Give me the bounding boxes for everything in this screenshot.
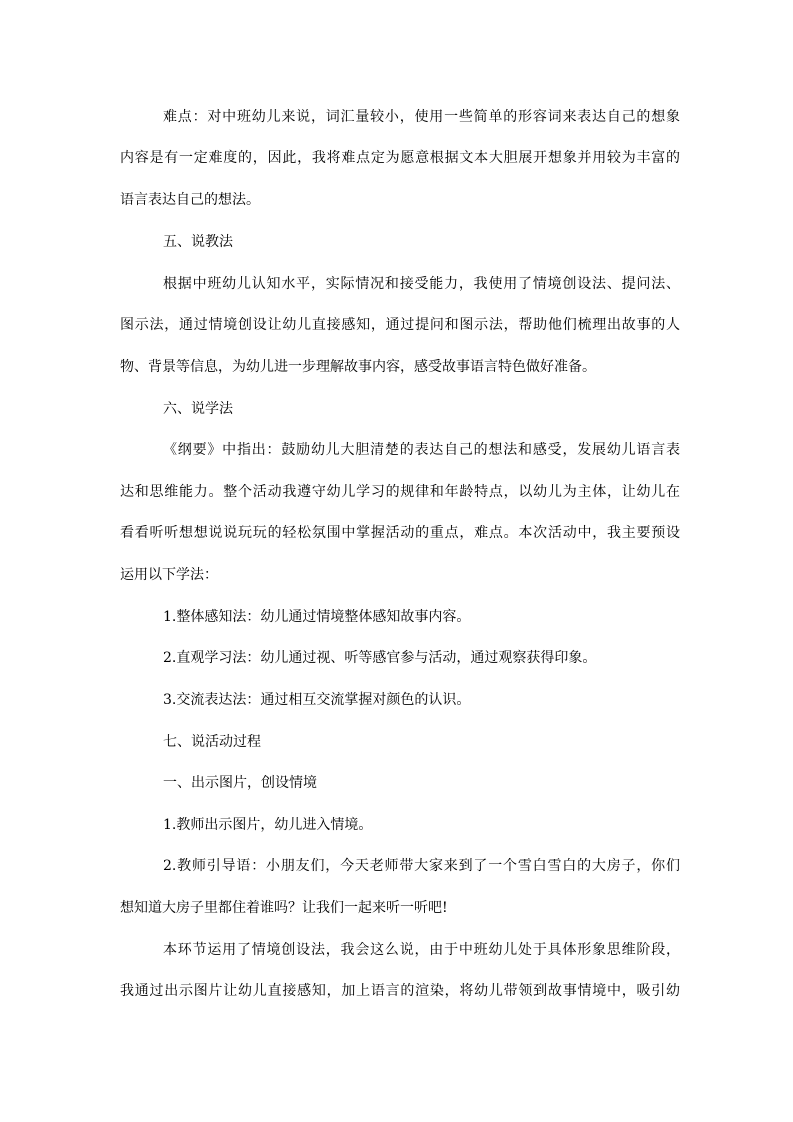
subheading-show-picture: 一、出示图片，创设情境 (163, 775, 317, 791)
list-item-step-2-line-2: 想知道大房子里都住着谁吗？让我们一起来听一听吧! (120, 900, 448, 916)
paragraph-difficulty-line-3: 语言表达自己的想法。 (120, 192, 260, 208)
paragraph-difficulty-line-1: 难点：对中班幼儿来说，词汇量较小，使用一些简单的形容词来表达自己的想象 (163, 109, 680, 125)
section-heading-activity-process: 七、说活动过程 (163, 734, 261, 750)
paragraph-teaching-method-line-3: 物、背景等信息，为幼儿进一步理解故事内容，感受故事语言特色做好准备。 (120, 359, 596, 375)
list-item-method-2: 2.直观学习法：幼儿通过视、听等感官参与活动，通过观察获得印象。 (163, 650, 597, 666)
paragraph-teaching-method-line-1: 根据中班幼儿认知水平，实际情况和接受能力，我使用了情境创设法、提问法、 (163, 276, 680, 292)
paragraph-learning-method-line-2: 达和思维能力。整个活动我遵守幼儿学习的规律和年龄特点，以幼儿为主体，让幼儿在 (120, 484, 680, 500)
paragraph-learning-method-line-1: 《纲要》中指出：鼓励幼儿大胆清楚的表达自己的想法和感受，发展幼儿语言表 (163, 442, 680, 458)
paragraph-teaching-method-line-2: 图示法，通过情境创设让幼儿直接感知，通过提问和图示法，帮助他们梳理出故事的人 (120, 317, 680, 333)
list-item-method-1: 1.整体感知法：幼儿通过情境整体感知故事内容。 (163, 609, 471, 625)
section-heading-learning-method: 六、说学法 (163, 401, 233, 417)
list-item-method-3: 3.交流表达法：通过相互交流掌握对颜色的认识。 (163, 692, 471, 708)
paragraph-explanation-line-2: 我通过出示图片让幼儿直接感知，加上语言的渲染，将幼儿带领到故事情境中，吸引幼 (120, 983, 680, 999)
paragraph-difficulty-line-2: 内容是有一定难度的，因此，我将难点定为愿意根据文本大胆展开想象并用较为丰富的 (120, 150, 680, 166)
list-item-step-2-line-1: 2.教师引导语：小朋友们，今天老师带大家来到了一个雪白雪白的大房子，你们 (163, 858, 680, 874)
paragraph-explanation-line-1: 本环节运用了情境创设法，我会这么说，由于中班幼儿处于具体形象思维阶段， (163, 942, 680, 958)
list-item-step-1: 1.教师出示图片，幼儿进入情境。 (163, 817, 373, 833)
paragraph-learning-method-line-4: 运用以下学法： (120, 567, 218, 583)
section-heading-teaching-method: 五、说教法 (163, 234, 233, 250)
paragraph-learning-method-line-3: 看看听听想想说说玩玩的轻松氛围中掌握活动的重点，难点。本次活动中，我主要预设 (120, 525, 680, 541)
